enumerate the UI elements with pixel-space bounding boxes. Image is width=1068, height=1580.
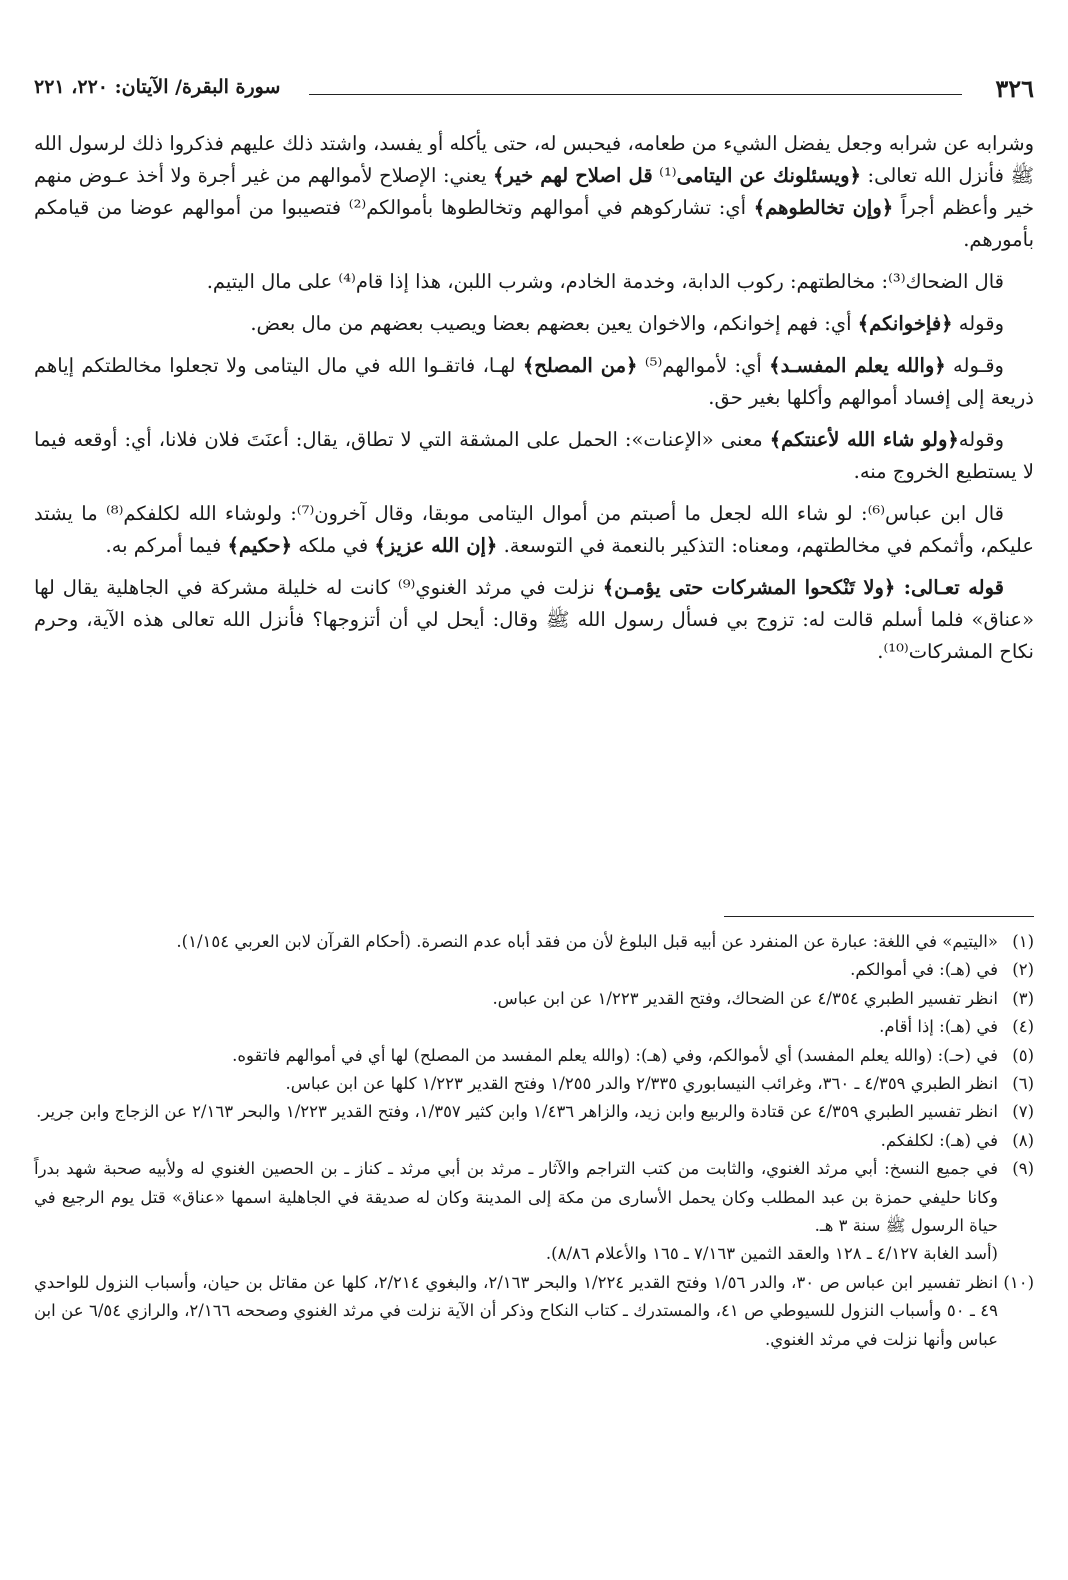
quran-quote: ﴿ويسئلونك عن اليتامى: [676, 164, 861, 187]
footnote-number: (٥): [1012, 1045, 1034, 1065]
footnote: [34, 956, 1034, 984]
footnote-number: (٤): [1012, 1017, 1034, 1037]
text-run: في ملكه: [292, 534, 375, 557]
footnote-text: انظر تفسير الطبري ٤/٣٥٤ عن الضحاك، وفتح القدير ١/٢٢٣ عن ابن عباس.: [492, 988, 998, 1008]
text-run: وشرابه عن شرابه وجعل يفضل الشيء من طعامه، فيحبس له، حتى يأكله أو يفسد، واشتد ذلك عليهم فذكروا ذلك لرسول الله ﷺ فأنزل الله تعالى:: [34, 132, 1035, 187]
page-number: ٣٢٦: [995, 74, 1034, 103]
quran-quote: ﴿من المصلح﴾: [522, 354, 638, 377]
footnote-number: (٣): [1012, 988, 1034, 1008]
footnote: [34, 985, 1034, 1013]
text-run: معنى «الإعنات»: الحمل على المشقة التي لا تطاق، يقال: أعنَتَ فلان فلانا، أي: أوقعه فيما لا يستطيع الخروج منه.: [34, 428, 1034, 483]
footnote-text: انظر تفسير ابن عباس ص ٣٠، والدر ١/٥٦ وفتح القدير ١/٢٢٤ والبحر ٢/١٦٣، والبغوي ٢/٢١٤، كلها عن مقاتل بن حيان، وأسباب النزول للواحدي ٤٩ ـ ٥٠ وأسباب النزول للسيوطي ص ٤١، والمستدرك ـ كتاب النكاح وذكر أن الآية نزلت في مرثد الغنوي وصححه ٢/١٦٦، والرازي ٦/٥٤ عن ابن عباس وأنها نزلت في مرثد الغنوي.: [34, 1272, 999, 1349]
body-paragraph: [34, 128, 1034, 256]
body-paragraph: [34, 424, 1034, 488]
body-paragraph: [34, 266, 1034, 298]
footnote-continuation: (أسد الغابة ٤/١٢٧ ـ ١٢٨ والعقد الثمين ٧/١٦٣ ـ ١٦٥ والأعلام ٨/٨٦).: [545, 1244, 998, 1264]
footnote-text: انظر الطبري ٤/٣٥٩ ـ ٣٦٠، وغرائب النيسابوري ٢/٣٣٥ والدر ١/٢٥٥ وفتح القدير ١/٢٢٣ كلها عن ابن عباس.: [285, 1074, 998, 1094]
footnote: [34, 928, 1034, 956]
footnote-text: في (هـ): إذا أقام.: [879, 1017, 998, 1037]
footnote-text: في جميع النسخ: أبي مرثد الغنوي، والثابت من كتب التراجم والآثار ـ مرثد بن أبي مرثد ـ كناز ـ بن الحصين الغنوي له ولأبيه صحبة شهد بدراً وكانا حليفي حمزة بن عبد المطلب وكان يحمل الأسارى من مكة إلى المدينة وكان له صديقة في الجاهلية اسمها «عناق» قتل يوم الرجيع في حياة الرسول ﷺ سنة ٣ هـ.: [34, 1159, 998, 1236]
text-run: ⁽¹⁾: [652, 164, 677, 187]
text-run: وقـوله: [945, 354, 1004, 377]
running-title: سورة البقرة/ الآيتان: ٢٢٠، ٢٢١: [34, 76, 281, 98]
body-paragraph: [34, 308, 1034, 340]
footnote-number: (١٠): [1003, 1272, 1034, 1292]
header-rule: [309, 94, 962, 95]
footnote-number: (٩): [1012, 1159, 1034, 1179]
footnote-number: (١): [1012, 932, 1034, 951]
footnote-text: انظر تفسير الطبري ٤/٣٥٩ عن قتادة والربيع وابن زيد، والزاهر ١/٤٣٦ وابن كثير ١/٣٥٧، وفتح القدير ١/٢٢٣ والبحر ٢/١٦٣ عن الزجاج وابن جرير.: [36, 1102, 998, 1122]
main-text: [34, 128, 1034, 678]
quran-quote: ﴿ولو شاء الله لأعنتكم﴾: [769, 428, 959, 451]
text-run: يعني: الإصلاح لأموالهم من غير أجرة ولا أخذ عـوض منهم خير وأعظم أجراً: [34, 164, 1035, 219]
footnote: [34, 1269, 1034, 1354]
footnote: [34, 1013, 1034, 1041]
body-paragraph: [34, 498, 1034, 562]
quran-quote: قل اصلاح لهم خير﴾: [493, 164, 653, 187]
text-run: وقوله: [958, 428, 1005, 451]
footnote-number: (٦): [1012, 1074, 1034, 1094]
footnote: [34, 1098, 1034, 1126]
footnote-number: (٧): [1012, 1102, 1034, 1122]
text-run: قال الضحاك⁽³⁾: مخالطتهم: ركوب الدابة، وخدمة الخادم، وشرب اللبن، هذا إذا قام⁽⁴⁾ على مال اليتيم.: [206, 270, 1004, 293]
footnote-text: في (حـ): (والله يعلم المفسد) أي لأموالكم، وفي (هـ): (والله يعلم المفسد من المصلح) لها أي في أموالهم فاتقوه.: [232, 1045, 998, 1065]
body-paragraph: [34, 350, 1034, 414]
quran-quote: ﴿وإن تخالطوهم﴾: [753, 196, 894, 219]
text-run: فيما أمركم به.: [105, 534, 228, 557]
footnote: [34, 1155, 1034, 1240]
footnote: [34, 1042, 1034, 1070]
footnotes: [34, 928, 1034, 1354]
footnote-text: في (هـ): في أموالكم.: [850, 960, 998, 980]
quran-quote: ﴿حكيم﴾: [227, 534, 293, 557]
quran-quote: ﴿ولا تَنْكحوا المشركات حتى يؤمـن﴾: [602, 576, 896, 599]
quran-quote: ﴿إن الله عزيز﴾: [374, 534, 498, 557]
page-header: [34, 74, 1034, 110]
text-run: نزلت في مرثد الغنوي⁽⁹⁾ كانت له خليلة مشركة في الجاهلية يقال لها «عناق» فلما أسلم قالت له: تزوج بي فسأل رسول الله ﷺ وقال: أيحل لي أن أتزوجها؟ فأنزل الله تعالى هذه الآية، وحرم نكاح المشركات⁽¹⁰⁾.: [34, 576, 1034, 663]
footnote: [34, 1127, 1034, 1155]
text-run: أي: فهم إخوانكم، والاخوان يعين بعضهم بعضا ويصيب بعضهم من مال بعض.: [250, 312, 858, 335]
footnote: [34, 1070, 1034, 1098]
footnote-number: (٨): [1012, 1130, 1034, 1150]
text-run: وقوله: [952, 312, 1004, 335]
footnote-separator: [724, 916, 1034, 917]
quran-quote: ﴿والله يعلم المفسـد﴾: [769, 354, 946, 377]
body-paragraph: [34, 572, 1034, 668]
quran-quote: ﴿فإخوانكم﴾: [857, 312, 953, 335]
footnote-text: في (هـ): لكلفكم.: [880, 1130, 998, 1150]
text-run: أي: تشاركوهم في أموالهم وتخالطوها بأموالكم⁽²⁾ فتصيبوا من أموالهم عوضا من قيامكم بأمورهم.: [34, 196, 1034, 251]
footnote-number: (٢): [1012, 960, 1034, 980]
footnote-text: «اليتيم» في اللغة: عبارة عن المنفرد عن أبيه قبل البلوغ لأن من فقد أباه عدم النصرة. (أحكام القرآن لابن العربي ١/١٥٤).: [176, 932, 998, 951]
text-run: أي: لأموالهم⁽⁵⁾: [637, 354, 770, 377]
text-run: لهـا، فاتقـوا الله في مال اليتامى ولا تجعلوا مخالطتكم إياهم ذريعة إلى إفساد أموالهم وأكلها بغير حق.: [34, 354, 1034, 409]
quran-quote: قوله تعـالى:: [895, 576, 1004, 599]
text-run: قال ابن عباس⁽⁶⁾: لو شاء الله لجعل ما أصبتم من أموال اليتامى موبقا، وقال آخرون⁽⁷⁾: ولوشاء الله لكلفكم⁽⁸⁾ ما يشتد عليكم، وأثمكم في مخالطتهم، ومعناه: التذكير بالنعمة في التوسعة.: [34, 502, 1034, 557]
